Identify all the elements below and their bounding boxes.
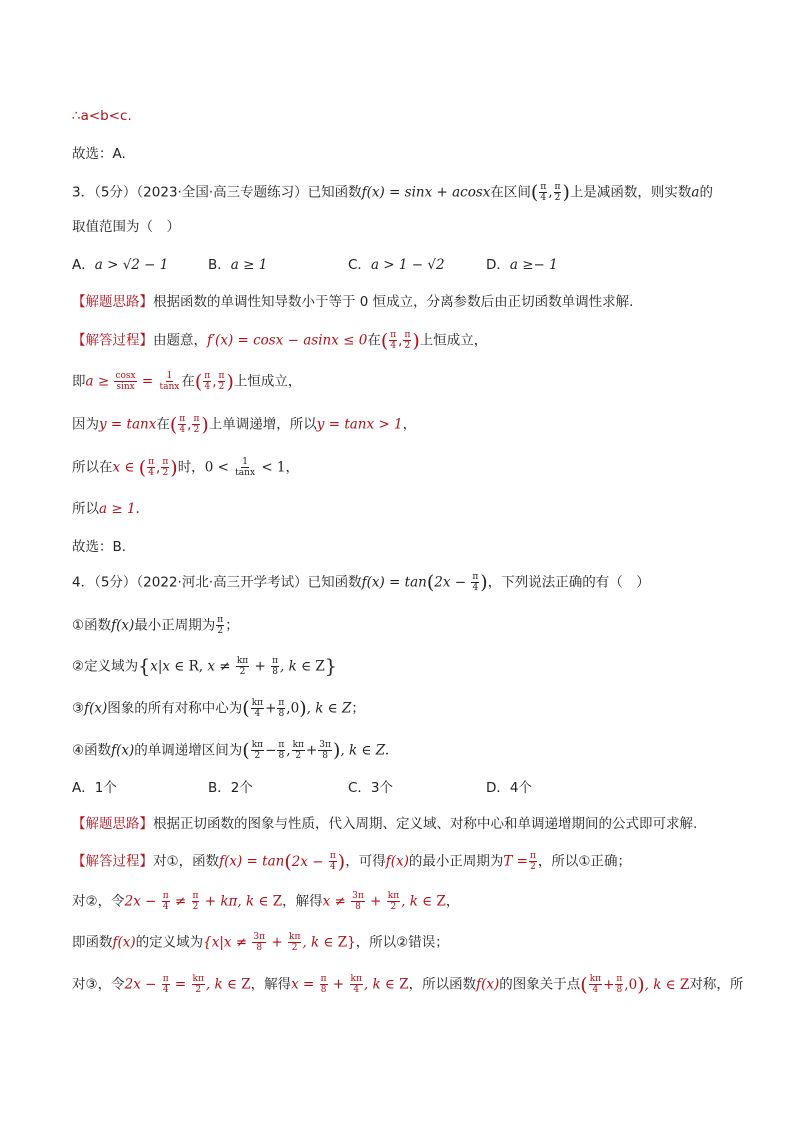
question-4-line1: 4．（5分）（2022·河北·高三开学考试）已知函数f(x) = tan(2x − $\frac{\pi}{4}$ )，下列说法正确的有（ ） <box>72 571 650 594</box>
statement-3: ③f(x)图象的所有对称中心为( $\frac{k\pi}{4}$ + $\frac{\pi}{8}$ ,0), k ∈ Z； <box>72 697 365 720</box>
answer-line-prev: 故选：A. <box>72 146 126 162</box>
conclusion-line: ∴a<b<c. <box>72 108 132 124</box>
statement-2: ②定义域为{x|x ∈ R, x ≠ $\frac{k\pi}{2}$ + $\frac{\pi}{8}$ , k ∈ Z} <box>72 655 337 678</box>
solution-3-step2: 即a ≥ $\frac{\cos x}{\sin x}$ = $\frac{1}{\tan x}$ 在( $\frac{\pi}{4}$ , $\frac{\pi}{2}$ )上恒成立， <box>72 370 302 393</box>
question-4-options <box>72 778 532 798</box>
solution-4-step2: 对②，令2x − $\frac{\pi}{4}$ ≠ $\frac{\pi}{2}$ + kπ, k ∈ Z，解得x ≠ $\frac{3\pi}{8}$ + $\frac{k\pi}{2}$ , k ∈ Z， <box>72 891 460 912</box>
solution-3-step3: 因为y = tanx在( $\frac{\pi}{4}$ , $\frac{\pi}{2}$ )上单调递增，所以y = tanx > 1， <box>72 413 417 436</box>
solution-4-step4: 对③，令2x − $\frac{\pi}{4}$ = $\frac{k\pi}{2}$ , k ∈ Z，解得x = $\frac{\pi}{8}$ + $\frac{k\pi}{4}$ , k ∈ Z，所以函数f(x)的图象关于点( $\frac{k\pi}{4}$ + $\frac{\pi}{8}$ ,0), k ∈ Z对称，所 <box>72 973 744 996</box>
question-3-options <box>72 255 558 275</box>
option-d[interactable]: D．4个 <box>486 780 532 796</box>
option-d[interactable]: D．a ≥− 1 <box>486 257 558 273</box>
solution-3-step4: 所以在x ∈ ( $\frac{\pi}{4}$ , $\frac{\pi}{2}$ )时，0 < $\frac{1}{\tan x}$ < 1， <box>72 456 300 479</box>
solution-4-step3: 即函数f(x)的定义域为{x|x ≠ $\frac{3\pi}{8}$ + $\frac{k\pi}{2}$ , k ∈ Z}，所以②错误； <box>72 932 449 953</box>
solution-3-step5: 所以a ≥ 1. <box>72 501 140 517</box>
question-3-line1: 3．（5分）（2023·全国·高三专题练习）已知函数f(x) = sinx + acosx在区间( $\frac{\pi}{4}$ , $\frac{\pi}{2}$ )上是减函数，则实数a的 <box>72 181 713 204</box>
option-a[interactable]: A．a > √2 − 1 <box>72 257 169 273</box>
solution-4-idea: 【解题思路】根据正切函数的图象与性质，代入周期、定义域、对称中心和单调递增期间的公式即可求解. <box>72 816 698 832</box>
statement-1: ①函数f(x)最小正周期为 $\frac{\pi}{2}$ ； <box>72 615 239 636</box>
question-3-line2: 取值范围为（ ） <box>72 219 180 235</box>
option-b[interactable]: B．a ≥ 1 <box>208 257 268 273</box>
option-c[interactable]: C．3个 <box>348 780 394 796</box>
solution-4-step1: 【解答过程】对①，函数f(x) = tan(2x − $\frac{\pi}{4}$ )，可得f(x)的最小正周期为T = $\frac{\pi}{2}$ ，所以①正确； <box>72 850 631 873</box>
solution-3-step1: 【解答过程】由题意，f′(x) = cosx − asinx ≤ 0在( $\frac{\pi}{4}$ , $\frac{\pi}{2}$ )上恒成立， <box>72 329 488 352</box>
statement-4: ④函数f(x)的单调递增区间为( $\frac{k\pi}{2}$ − $\frac{\pi}{8}$ , $\frac{k\pi}{2}$ + $\frac{3\pi}{8}$ ), k ∈ Z. <box>72 739 390 762</box>
option-b[interactable]: B．2个 <box>208 780 253 796</box>
answer-3: 故选：B. <box>72 539 127 555</box>
solution-3-idea: 【解题思路】根据函数的单调性知导数小于等于 0 恒成立，分离参数后由正切函数单调性求解. <box>72 294 634 310</box>
option-c[interactable]: C．a > 1 − √2 <box>348 257 445 273</box>
option-a[interactable]: A．1个 <box>72 780 117 796</box>
